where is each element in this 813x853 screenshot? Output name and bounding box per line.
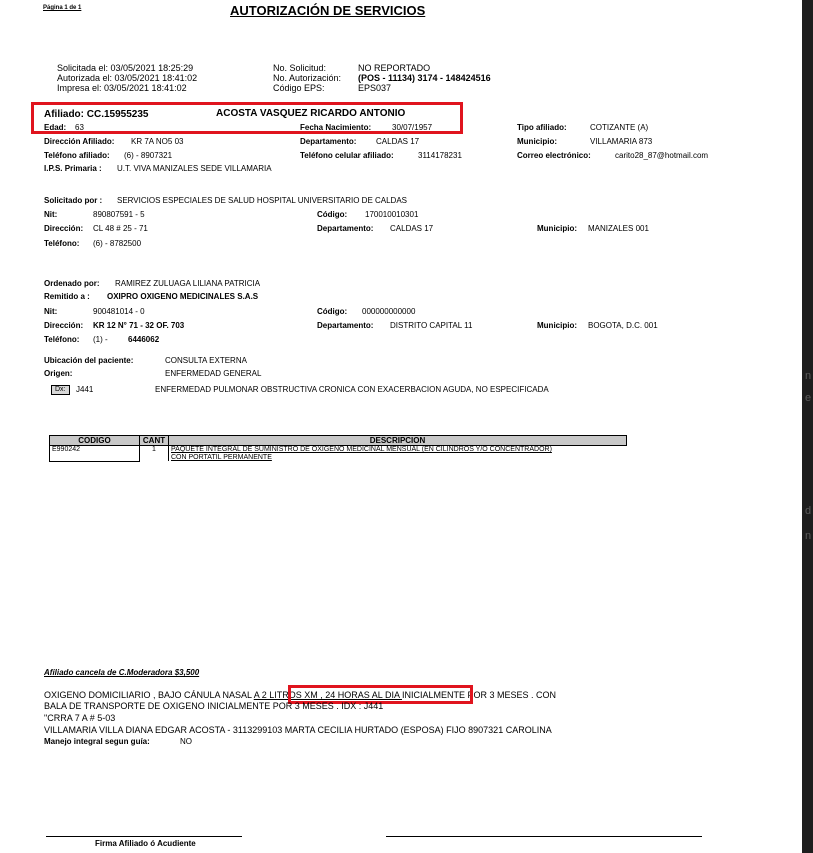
direccion-afiliado-value: KR 7A NO5 03 bbox=[131, 137, 184, 146]
firma-label: Firma Afiliado ó Acudiente bbox=[95, 839, 196, 848]
depto-afiliado-label: Departamento: bbox=[300, 137, 357, 146]
municipio-afiliado-value: VILLAMARIA 873 bbox=[590, 137, 653, 146]
document-title: AUTORIZACIÓN DE SERVICIOS bbox=[230, 3, 426, 18]
ordenado-telefono-pre: (1) - bbox=[93, 335, 108, 344]
ordenado-depto-value: DISTRITO CAPITAL 11 bbox=[390, 321, 473, 330]
background-fragment: d bbox=[805, 505, 812, 517]
origen-value: ENFERMEDAD GENERAL bbox=[165, 369, 262, 378]
solicitado-label: Solicitado por : bbox=[44, 196, 103, 205]
dx-label: Dx: bbox=[51, 385, 70, 395]
ips-value: U.T. VIVA MANIZALES SEDE VILLAMARIA bbox=[117, 164, 272, 173]
row-codigo: E990242 bbox=[50, 446, 140, 462]
codigo-eps-value: EPS037 bbox=[358, 83, 392, 93]
ordenado-label: Ordenado por: bbox=[44, 279, 100, 288]
dx-description: ENFERMEDAD PULMONAR OBSTRUCTIVA CRONICA CON EXACERBACION AGUDA, NO ESPECIFICADA bbox=[155, 385, 549, 394]
solicitado-municipio-value: MANIZALES 001 bbox=[588, 224, 649, 233]
solicitado-codigo-value: 170010010301 bbox=[365, 210, 419, 219]
remitido-value: OXIPRO OXIGENO MEDICINALES S.A.S bbox=[107, 292, 259, 301]
municipio-afiliado-label: Municipio: bbox=[517, 137, 557, 146]
solicitado-value: SERVICIOS ESPECIALES DE SALUD HOSPITAL UNIVERSITARIO DE CALDAS bbox=[117, 196, 408, 205]
ordenado-telefono-value: 6446062 bbox=[128, 335, 160, 344]
solicitado-telefono-value: (6) - 8782500 bbox=[93, 239, 142, 248]
background-fragment: n bbox=[805, 370, 812, 382]
page-number: Página 1 de 1 bbox=[43, 5, 82, 11]
manejo-value: NO bbox=[180, 737, 192, 746]
edad-label: Edad: bbox=[44, 123, 67, 132]
row-cant: 1 bbox=[140, 446, 169, 462]
dx-code: J441 bbox=[76, 385, 94, 394]
row-desc-line1: PAQUETE INTEGRAL DE SUMINISTRO DE OXIGENO MEDICINAL MENSUAL (EN CILINDROS Y/O CONCENTRADOR) bbox=[171, 446, 552, 453]
ordenado-municipio-label: Municipio: bbox=[537, 321, 577, 330]
telefono-afiliado-value: (6) - 8907321 bbox=[124, 151, 173, 160]
services-table bbox=[49, 435, 627, 462]
date-solicitada: Solicitada el: 03/05/2021 18:25:29 bbox=[57, 63, 194, 73]
solicitado-nit-value: 890807591 - 5 bbox=[93, 210, 145, 219]
col-header-cant: CANT bbox=[140, 436, 169, 446]
correo-label: Correo electrónico: bbox=[517, 151, 591, 160]
fecha-nac-value: 30/07/1957 bbox=[392, 123, 433, 132]
row-descripcion bbox=[169, 446, 627, 462]
notes-line1-post: INICIALMENTE POR 3 MESES . CON bbox=[401, 690, 556, 700]
correo-value: carito28_87@hotmail.com bbox=[615, 151, 709, 160]
solicitado-direccion-label: Dirección: bbox=[44, 224, 84, 233]
fecha-nac-label: Fecha Nacimiento: bbox=[300, 123, 372, 132]
signature-line-afiliado bbox=[46, 836, 242, 837]
background-fragment: e bbox=[805, 392, 812, 404]
ubicacion-value: CONSULTA EXTERNA bbox=[165, 356, 247, 365]
solicitado-direccion-value: CL 48 # 25 - 71 bbox=[93, 224, 148, 233]
ordenado-telefono-label: Teléfono: bbox=[44, 335, 80, 344]
edad-value: 63 bbox=[75, 123, 84, 132]
ordenado-direccion-value: KR 12 N° 71 - 32 OF. 703 bbox=[93, 321, 185, 330]
notes-line3: "CRRA 7 A # 5-03 bbox=[44, 713, 116, 723]
direccion-afiliado-label: Dirección Afiliado: bbox=[44, 137, 115, 146]
celular-afiliado-label: Teléfono celular afiliado: bbox=[300, 151, 394, 160]
afiliado-name: ACOSTA VASQUEZ RICARDO ANTONIO bbox=[216, 108, 406, 119]
no-autorizacion-value: (POS - 11134) 3174 - 148424516 bbox=[358, 73, 491, 83]
solicitado-telefono-label: Teléfono: bbox=[44, 239, 80, 248]
solicitado-depto-label: Departamento: bbox=[317, 224, 374, 233]
manejo-label: Manejo integral segun guía: bbox=[44, 737, 150, 746]
notes-line1-highlight: A 2 LITROS XM , 24 HORAS AL DIA bbox=[253, 690, 402, 700]
solicitado-municipio-label: Municipio: bbox=[537, 224, 577, 233]
solicitado-nit-label: Nit: bbox=[44, 210, 58, 219]
telefono-afiliado-label: Teléfono afiliado: bbox=[44, 151, 110, 160]
ordenado-depto-label: Departamento: bbox=[317, 321, 374, 330]
ordenado-codigo-value: 000000000000 bbox=[362, 307, 416, 316]
ordenado-codigo-label: Código: bbox=[317, 307, 348, 316]
ordenado-direccion-label: Dirección: bbox=[44, 321, 84, 330]
afiliado-id: Afiliado: CC.15955235 bbox=[44, 109, 149, 120]
moderadora-note: Afiliado cancela de C.Moderadora $3,500 bbox=[44, 668, 200, 677]
solicitado-depto-value: CALDAS 17 bbox=[390, 224, 434, 233]
notes-line1-pre: OXIGENO DOMICILIARIO , BAJO CÁNULA NASAL bbox=[44, 690, 254, 700]
background-fragment: n bbox=[805, 530, 812, 542]
ordenado-value: RAMIREZ ZULUAGA LILIANA PATRICIA bbox=[115, 279, 261, 288]
col-header-codigo: CODIGO bbox=[50, 436, 140, 446]
solicitado-codigo-label: Código: bbox=[317, 210, 348, 219]
tipo-afiliado-label: Tipo afiliado: bbox=[517, 123, 567, 132]
depto-afiliado-value: CALDAS 17 bbox=[376, 137, 420, 146]
celular-afiliado-value: 3114178231 bbox=[418, 151, 462, 160]
notes-line2: BALA DE TRANSPORTE DE OXIGENO INICIALMENTE POR 3 MESES . IDX : J441 bbox=[44, 701, 384, 711]
ubicacion-label: Ubicación del paciente: bbox=[44, 356, 134, 365]
signature-line-right bbox=[386, 836, 702, 837]
notes-line4: VILLAMARIA VILLA DIANA EDGAR ACOSTA - 3113299103 MARTA CECILIA HURTADO (ESPOSA) FIJO 8907321 CAROLINA bbox=[44, 725, 552, 735]
remitido-label: Remitido a : bbox=[44, 292, 90, 301]
date-autorizada: Autorizada el: 03/05/2021 18:41:02 bbox=[57, 73, 198, 83]
ordenado-municipio-value: BOGOTA, D.C. 001 bbox=[588, 321, 658, 330]
row-desc-line2: CON PORTATIL PERMANENTE bbox=[171, 453, 272, 461]
origen-label: Origen: bbox=[44, 369, 73, 378]
col-header-descripcion: DESCRIPCION bbox=[169, 436, 627, 446]
codigo-eps-label: Código EPS: bbox=[273, 83, 325, 93]
tipo-afiliado-value: COTIZANTE (A) bbox=[590, 123, 649, 132]
no-solicitud-value: NO REPORTADO bbox=[358, 63, 431, 73]
date-impresa: Impresa el: 03/05/2021 18:41:02 bbox=[57, 83, 187, 93]
table-row bbox=[50, 446, 627, 462]
ordenado-nit-value: 900481014 - 0 bbox=[93, 307, 145, 316]
ordenado-nit-label: Nit: bbox=[44, 307, 58, 316]
no-solicitud-label: No. Solicitud: bbox=[273, 63, 327, 73]
no-autorizacion-label: No. Autorización: bbox=[273, 73, 342, 83]
ips-label: I.P.S. Primaria : bbox=[44, 164, 102, 173]
